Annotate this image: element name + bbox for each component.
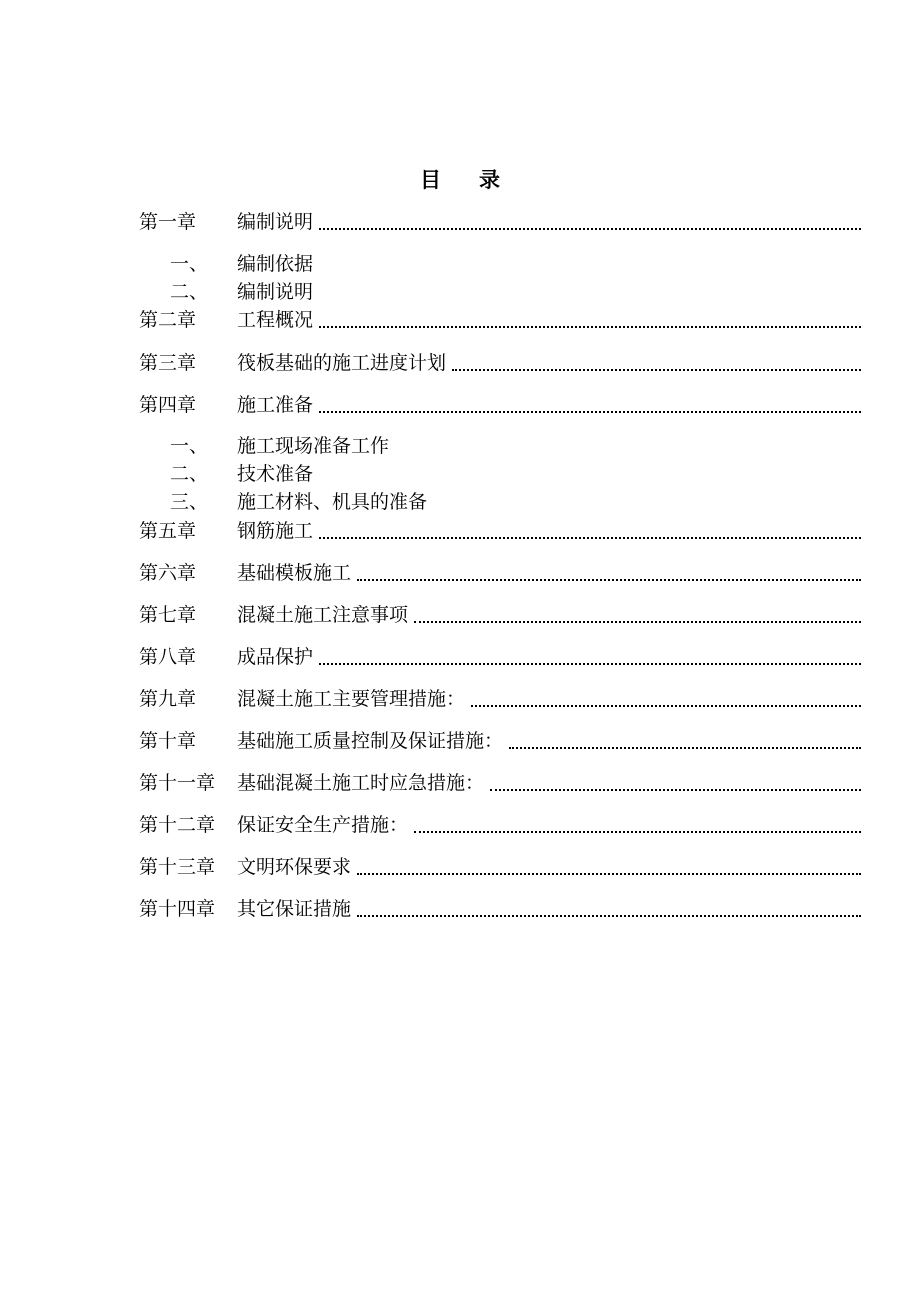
toc-chapter-13[interactable] xyxy=(139,854,861,880)
chapter-title: 成品保护 xyxy=(237,646,314,668)
chapter-number: 第十章 xyxy=(139,730,197,752)
dot-leader xyxy=(319,326,861,328)
toc-section-1-2[interactable] xyxy=(170,279,313,305)
chapter-title: 混凝土施工注意事项 xyxy=(237,604,409,626)
dot-leader xyxy=(471,705,861,707)
dot-leader xyxy=(319,228,861,230)
toc-chapter-12[interactable] xyxy=(139,812,861,838)
toc-chapter-6[interactable] xyxy=(139,560,861,586)
section-number: 一、 xyxy=(170,253,209,275)
chapter-number: 第十四章 xyxy=(139,898,216,920)
section-number: 二、 xyxy=(170,463,209,485)
dot-leader xyxy=(414,831,861,833)
toc-chapter-3[interactable] xyxy=(139,350,861,376)
toc-chapter-1[interactable] xyxy=(139,209,861,235)
chapter-title: 基础混凝土施工时应急措施： xyxy=(237,772,485,794)
chapter-title: 混凝土施工主要管理措施： xyxy=(237,688,466,710)
toc-section-4-3[interactable] xyxy=(170,489,427,515)
section-title: 施工现场准备工作 xyxy=(237,435,390,457)
chapter-number: 第四章 xyxy=(139,394,197,416)
dot-leader xyxy=(319,537,861,539)
section-number: 二、 xyxy=(170,281,209,303)
section-number: 一、 xyxy=(170,435,209,457)
dot-leader xyxy=(509,747,861,749)
dot-leader xyxy=(319,663,861,665)
chapter-number: 第十三章 xyxy=(139,856,216,878)
chapter-title: 施工准备 xyxy=(237,394,314,416)
chapter-title: 基础施工质量控制及保证措施： xyxy=(237,730,504,752)
dot-leader xyxy=(319,411,861,413)
dot-leader xyxy=(357,873,861,875)
page-title xyxy=(0,165,920,195)
toc-section-4-2[interactable] xyxy=(170,461,313,487)
toc-chapter-11[interactable] xyxy=(139,770,861,796)
chapter-title: 编制说明 xyxy=(237,211,314,233)
chapter-number: 第八章 xyxy=(139,646,197,668)
chapter-title: 保证安全生产措施： xyxy=(237,814,409,836)
toc-chapter-10[interactable] xyxy=(139,728,861,754)
chapter-number: 第十二章 xyxy=(139,814,216,836)
section-title: 编制说明 xyxy=(237,281,314,303)
dot-leader xyxy=(357,579,861,581)
toc-chapter-5[interactable] xyxy=(139,518,861,544)
dot-leader xyxy=(452,369,861,371)
dot-leader xyxy=(357,915,861,917)
chapter-number: 第六章 xyxy=(139,562,197,584)
toc-chapter-9[interactable] xyxy=(139,686,861,712)
chapter-number: 第九章 xyxy=(139,688,197,710)
section-title: 施工材料、机具的准备 xyxy=(237,491,428,513)
chapter-number: 第一章 xyxy=(139,211,197,233)
section-title: 编制依据 xyxy=(237,253,314,275)
toc-section-1-1[interactable] xyxy=(170,251,313,277)
toc-chapter-8[interactable] xyxy=(139,644,861,670)
dot-leader xyxy=(414,621,861,623)
title-char-right: 录 xyxy=(479,167,500,192)
chapter-title: 工程概况 xyxy=(237,309,314,331)
title-char-left: 目 xyxy=(420,167,441,192)
chapter-title: 钢筋施工 xyxy=(237,520,314,542)
chapter-title: 其它保证措施 xyxy=(237,898,352,920)
chapter-title: 文明环保要求 xyxy=(237,856,352,878)
chapter-number: 第七章 xyxy=(139,604,197,626)
chapter-title: 基础模板施工 xyxy=(237,562,352,584)
chapter-number: 第五章 xyxy=(139,520,197,542)
section-title: 技术准备 xyxy=(237,463,314,485)
chapter-title: 筏板基础的施工进度计划 xyxy=(237,352,447,374)
toc-chapter-2[interactable] xyxy=(139,307,861,333)
dot-leader xyxy=(490,789,861,791)
toc-section-4-1[interactable] xyxy=(170,433,389,459)
chapter-number: 第二章 xyxy=(139,309,197,331)
section-number: 三、 xyxy=(170,491,209,513)
toc-chapter-7[interactable] xyxy=(139,602,861,628)
chapter-number: 第十一章 xyxy=(139,772,216,794)
toc-chapter-14[interactable] xyxy=(139,896,861,922)
toc-chapter-4[interactable] xyxy=(139,392,861,418)
chapter-number: 第三章 xyxy=(139,352,197,374)
